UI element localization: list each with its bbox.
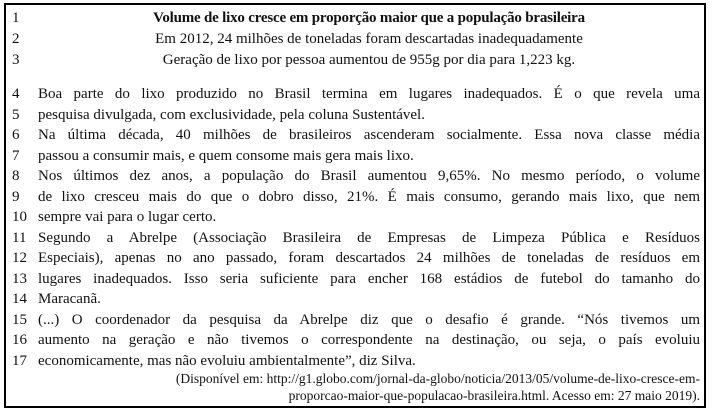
line-text: aumento na geração e não tivemos o correspondente na destinação, ou seja, o país evoluiu [38, 332, 700, 348]
line-number: 1 [12, 10, 20, 26]
line-number: 9 [12, 188, 20, 205]
line-text: sempre vai para o lugar certo. [38, 209, 217, 225]
line-number: 14 [12, 291, 27, 307]
document-subtitle: Geração de lixo por pessoa aumentou de 955g por dia para 1,223 kg. [162, 52, 576, 68]
text-line [12, 187, 700, 208]
source-citation-line [12, 388, 700, 405]
line-text: lugares inadequados. Isso seria suficiente para encher 168 estádios de futebol do tamanho do [38, 270, 700, 287]
text-line [12, 310, 700, 331]
source-url-line-2: proporcao-maior-que-populacao-brasileira.html. Acesso em: 27 maio 2019). [288, 387, 700, 403]
line-text: Boa parte do lixo produzido no Brasil termina em lugares inadequados. É o que revela uma [38, 86, 700, 102]
text-line [12, 248, 700, 269]
paragraph-gap [12, 71, 700, 84]
text-line [12, 105, 700, 126]
header-line [12, 50, 700, 71]
text-line [12, 166, 700, 187]
scan-artifact-mark [38, 406, 44, 408]
line-text: Na última década, 40 milhões de brasileiros ascenderam socialmente. Essa nova classe média [38, 127, 700, 143]
header-line [12, 8, 700, 29]
document-title: Volume de lixo cresce em proporção maior que a população brasileira [153, 10, 585, 26]
line-number: 5 [12, 106, 20, 123]
line-number: 10 [12, 209, 27, 225]
text-line [12, 207, 700, 228]
text-line [12, 84, 700, 105]
source-citation-line [12, 371, 700, 388]
line-text: Especiais), apenas no ano passado, foram descartados 24 milhões de toneladas de resíduos em [38, 250, 700, 266]
line-number: 3 [12, 52, 20, 68]
header-line [12, 29, 700, 50]
line-number: 2 [12, 31, 20, 47]
line-number: 12 [12, 250, 27, 266]
text-line [12, 269, 700, 290]
line-text: Maracanã. [38, 291, 101, 307]
text-line [12, 146, 700, 167]
source-url-line-1: (Disponível em: http://g1.globo.com/jornal-da-globo/noticia/2013/05/volume-de-lixo-cresce-em- [175, 371, 700, 386]
line-number: 4 [12, 86, 20, 102]
line-text: economicamente, mas não evoluiu ambientalmente”, diz Silva. [38, 352, 416, 369]
line-text: Segundo a Abrelpe (Associação Brasileira de Empresas de Limpeza Pública e Resíduos [38, 229, 700, 246]
line-text: passou a consumir mais, e quem consome mais gera mais lixo. [38, 147, 414, 164]
line-number: 15 [12, 311, 27, 328]
document-frame [4, 3, 706, 408]
line-number: 11 [12, 229, 27, 246]
line-text: de lixo cresceu mais do que o dobro disso, 21%. É mais consumo, gerando mais lixo, que nem [38, 188, 700, 205]
line-text: Nos últimos dez anos, a população do Brasil aumentou 9,65%. No mesmo período, o volume [38, 168, 700, 184]
line-text: pesquisa divulgada, com exclusividade, pela coluna Sustentável. [38, 106, 425, 123]
document-subtitle: Em 2012, 24 milhões de toneladas foram descartadas inadequadamente [155, 31, 583, 47]
text-line [12, 351, 700, 372]
line-number: 6 [12, 127, 20, 143]
text-line [12, 289, 700, 310]
line-number: 16 [12, 332, 27, 348]
text-line [12, 330, 700, 351]
line-text: (...) O coordenador da pesquisa da Abrelpe diz que o desafio é grande. “Nós tivemos um [38, 311, 700, 328]
line-number: 13 [12, 270, 27, 287]
line-number: 17 [12, 352, 27, 369]
text-line [12, 228, 700, 249]
line-number: 8 [12, 168, 20, 184]
text-line [12, 125, 700, 146]
line-number: 7 [12, 147, 20, 164]
